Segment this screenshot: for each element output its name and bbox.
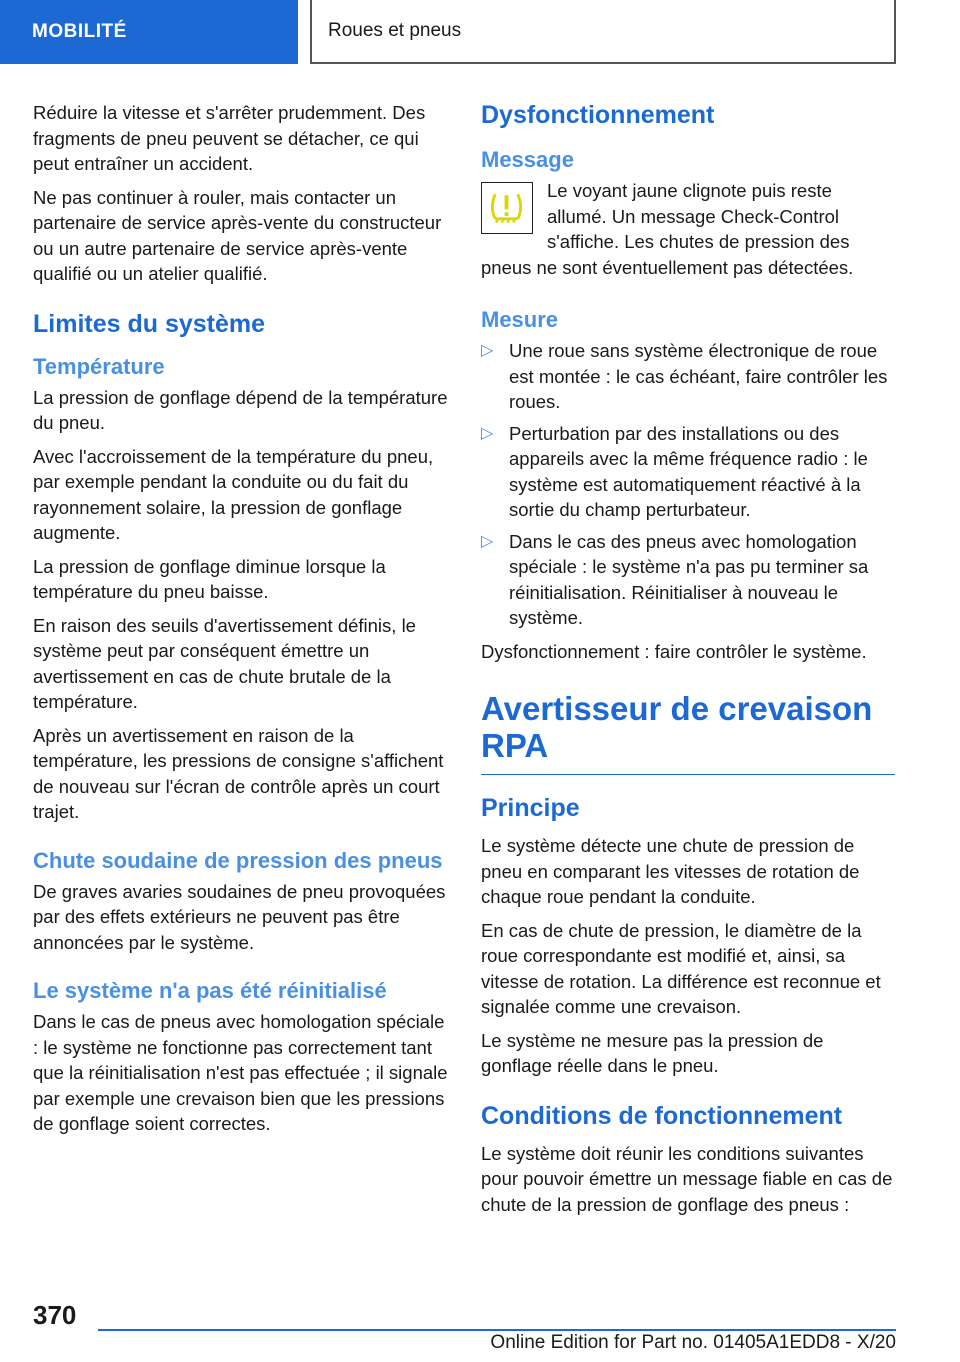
heading-measure: Mesure — [481, 307, 559, 332]
section-tab — [0, 0, 298, 64]
heading-principle: Principe — [481, 794, 580, 822]
message-block — [481, 178, 895, 280]
page-number: 370 — [33, 1300, 77, 1330]
paragraph: Le système détecte une chute de pression de pneu en comparant les vitesses de rotation de chaque roue pendant la conduite. — [481, 835, 860, 907]
footer-edition: Online Edition for Part no. 01405A1EDD8 - X/20 — [490, 1332, 896, 1353]
heading-malfunction: Dysfonctionnement — [481, 101, 715, 129]
list-item: ▷ Dans le cas des pneus avec homologation spéciale : le système n'a pas pu terminer sa réinitialisation. Réinitialiser à nouveau le système. — [481, 530, 869, 628]
paragraph: Ne pas continuer à rouler, mais contacter un partenaire de service après-vente du constructeur ou un autre partenaire de service après-vente qualifié ou un atelier qualifié. — [33, 186, 442, 284]
section-title: MOBILITÉ — [32, 21, 127, 42]
heading-limits: Limites du système — [33, 309, 266, 338]
chapter-title: Roues et pneus — [328, 20, 462, 41]
paragraph: Le voyant jaune clignote puis reste allumé. Un message Check-Control s'affiche. Les chutes de pression des pneus ne sont éventuellement pas détectées. — [481, 180, 854, 278]
right-column — [481, 100, 895, 1225]
heading-not-reset: Le système n'a pas été réinitialisé — [33, 978, 387, 1003]
heading-temperature: Température — [33, 353, 165, 379]
chapter-header — [310, 0, 896, 64]
bullet-triangle-icon: ▷ — [481, 424, 494, 442]
paragraph: Réduire la vitesse et s'arrêter prudemment. Des fragments de pneu peuvent se détacher, ce qui peut entraîner un accident. — [33, 102, 426, 174]
left-column — [33, 100, 448, 1145]
heading-rpa: Avertisseur de crevaison RPA — [481, 690, 895, 775]
footer-divider — [98, 1329, 896, 1331]
bullet-triangle-icon: ▷ — [481, 342, 494, 359]
paragraph: Dysfonctionnement : faire contrôler le système. — [481, 640, 867, 662]
paragraph: La pression de gonflage diminue lorsque la température du pneu baisse. — [33, 555, 386, 602]
measure-list — [481, 338, 895, 631]
list-item: ▷ Perturbation par des installations ou des appareils avec la même fréquence radio : le système est automatiquement réactivé à la sortie du champ perturbateur. — [481, 422, 868, 520]
paragraph: De graves avaries soudaines de pneu provoquées par des effets extérieurs ne peuvent pas être annoncées par le système. — [33, 880, 446, 953]
heading-sudden-drop: Chute soudaine de pression des pneus — [33, 847, 443, 873]
heading-conditions: Conditions de fonctionnement — [481, 1101, 843, 1130]
paragraph: En cas de chute de pression, le diamètre de la roue correspondante est modifié et, ainsi, sa vitesse de rotation. La différence est reconnue et signalée comme une crevaison. — [481, 919, 881, 1017]
paragraph: La pression de gonflage dépend de la température du pneu. — [33, 386, 448, 433]
paragraph: Avec l'accroissement de la température du pneu, par exemple pendant la conduite ou du fait du rayonnement solaire, la pression de gonflage augmente. — [33, 445, 434, 543]
tire-pressure-warning-icon — [481, 182, 533, 234]
list-item: ▷ Une roue sans système électronique de roue est montée : le cas échéant, faire contrôler les roues. — [481, 340, 888, 412]
paragraph: En raison des seuils d'avertissement définis, le système peut par conséquent émettre un avertissement en cas de chute brutale de la température. — [33, 614, 416, 712]
paragraph: Le système doit réunir les conditions suivantes pour pouvoir émettre un message fiable en cas de chute de la pression de gonflage des pneus : — [481, 1142, 893, 1215]
heading-message: Message — [481, 147, 574, 172]
paragraph: Le système ne mesure pas la pression de gonflage réelle dans le pneu. — [481, 1029, 824, 1076]
paragraph: Après un avertissement en raison de la température, les pressions de consigne s'affichent de nouveau sur l'écran de contrôle après un court trajet. — [33, 724, 444, 822]
bullet-triangle-icon: ▷ — [481, 532, 494, 550]
paragraph: Dans le cas de pneus avec homologation spéciale : le système ne fonctionne pas correctement tant que la réinitialisation n'est pas effectuée ; il signale par exemple une crevaison bien que les pressions de gonflage soient correctes. — [33, 1011, 448, 1134]
